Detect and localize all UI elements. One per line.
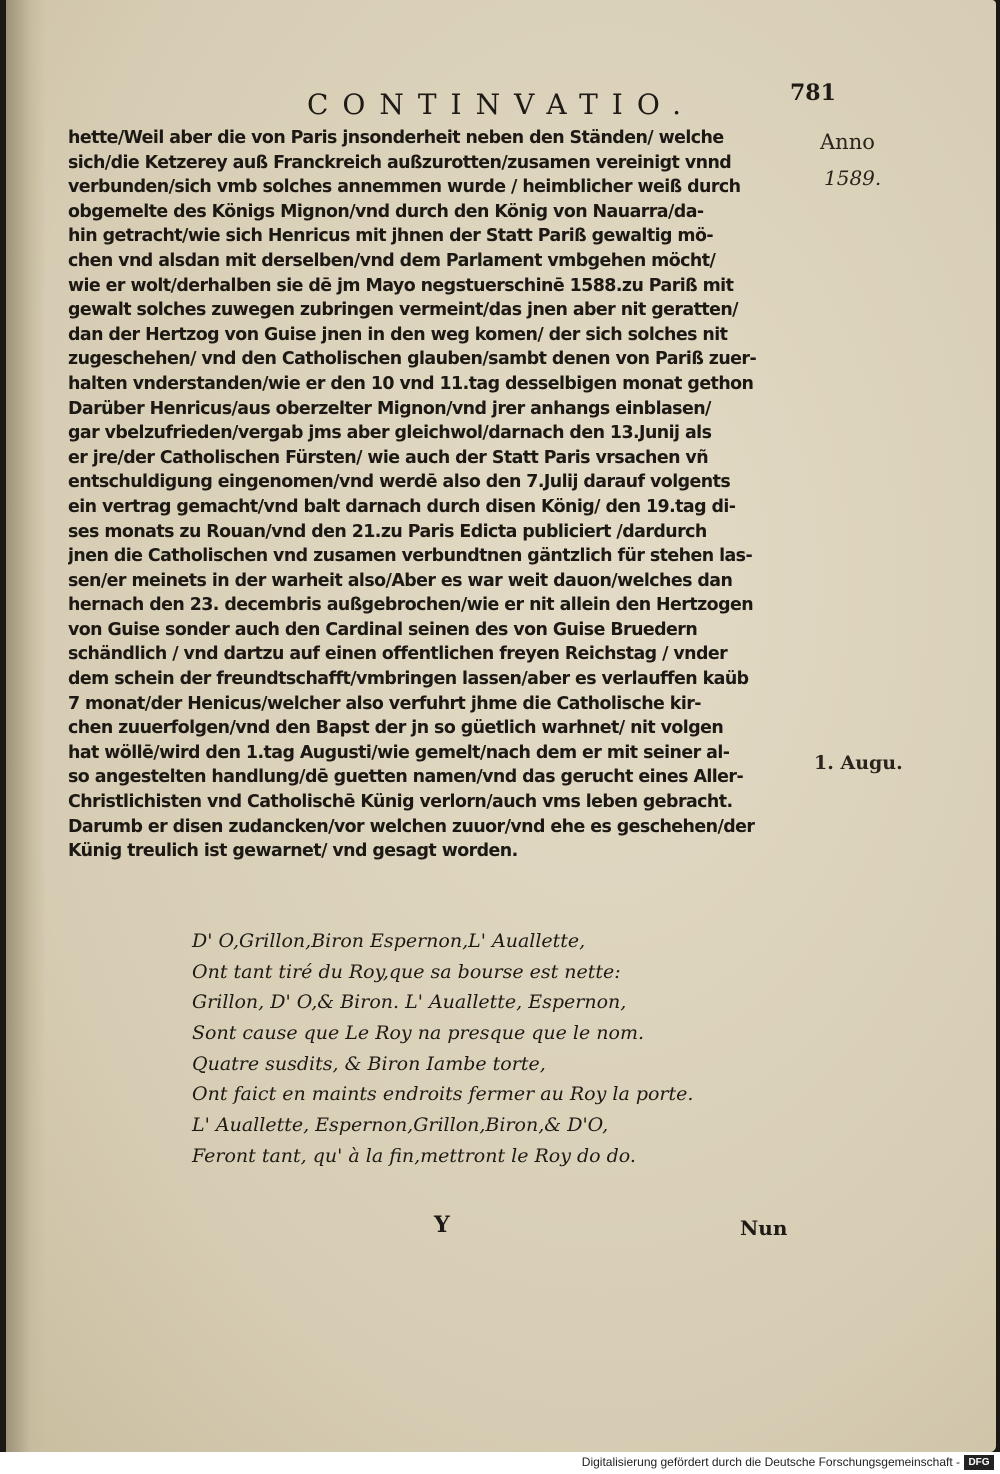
body-line: 7 monat/der Henicus/welcher also verfuhrt jhme die Catholische kir- xyxy=(68,693,701,714)
body-line: sich/die Ketzerey auß Franckreich außzurotten/zusamen vereinigt vnnd xyxy=(68,152,732,173)
body-line: hette/Weil aber die von Paris jnsonderheit neben den Ständen/ welche xyxy=(68,128,724,148)
margin-note-anno: Anno xyxy=(820,130,875,154)
poem-verse: Quatre susdits, & Biron Iambe torte, xyxy=(192,1052,546,1075)
body-line: hat wöllē/wird den 1.tag Augusti/wie gemelt/nach dem er mit seiner al- xyxy=(68,742,730,763)
signature-mark: Y xyxy=(434,1212,450,1238)
body-line: Christlichisten vnd Catholischē Künig verlorn/auch vms leben gebracht. xyxy=(68,792,733,813)
body-line: Künig treulich ist gewarnet/ vnd gesagt worden. xyxy=(68,841,518,862)
body-text-block xyxy=(68,126,810,864)
body-line: gar vbelzufrieden/vergab jms aber gleichwol/darnach den 13.Junij als xyxy=(68,423,712,444)
digitization-footer xyxy=(0,1452,1000,1474)
poem-verse: Ont faict en maints endroits fermer au Roy la porte. xyxy=(192,1083,694,1106)
poem-verse: Sont cause que Le Roy na presque que le nom. xyxy=(192,1022,645,1045)
poem-verse: Grillon, D' O,& Biron. L' Auallette, Espernon, xyxy=(192,991,627,1014)
body-line: entschuldigung eingenomen/vnd werdē also den 7.Julij darauf volgents xyxy=(68,472,731,493)
body-line: ein vertrag gemacht/vnd balt darnach durch disen König/ den 19.tag di- xyxy=(68,496,736,517)
footer-text: Digitalisierung gefördert durch die Deutsche Forschungsgemeinschaft - xyxy=(581,1455,960,1469)
catchword: Nun xyxy=(740,1216,788,1240)
body-line: hin getracht/wie sich Henricus mit jhnen der Statt Pariß gewaltig mö- xyxy=(68,226,714,247)
body-line: von Guise sonder auch den Cardinal seinen des von Guise Bruedern xyxy=(68,619,698,640)
body-line: zugeschehen/ vnd den Catholischen glauben/sambt denen von Pariß zuer- xyxy=(68,349,757,370)
body-line: Darumb er disen zudancken/vor welchen zuuor/vnd ehe es geschehen/der xyxy=(68,816,755,837)
body-line: obgemelte des Königs Mignon/vnd durch den König von Nauarra/da- xyxy=(68,201,704,222)
body-line: verbunden/sich vmb solches annemmen wurde / heimblicher weiß durch xyxy=(68,177,741,198)
body-line: schändlich / vnd dartzu auf einen offentlichen freyen Reichstag / vnder xyxy=(68,644,728,665)
body-line: sen/er meinets in der warheit also/Aber es war weit dauon/welches dan xyxy=(68,570,733,591)
running-head: CONTINVATIO. xyxy=(306,88,696,121)
poem-verse: Feront tant, qu' à la fin,mettront le Roy do do. xyxy=(192,1144,636,1167)
body-line: gewalt solches zuwegen zubringen vermeint/das jnen aber nit geratten/ xyxy=(68,300,738,321)
body-line: so angestelten handlung/dē guetten namen/vnd das gerucht eines Aller- xyxy=(68,767,744,788)
book-page xyxy=(6,0,996,1452)
body-line: dem schein der freundtschafft/vmbringen lassen/aber es verlauffen kaüb xyxy=(68,669,749,690)
french-poem xyxy=(192,926,692,1172)
poem-verse: D' O,Grillon,Biron Espernon,L' Auallette, xyxy=(192,930,586,952)
body-line: Darüber Henricus/aus oberzelter Mignon/vnd jrer anhangs einblasen/ xyxy=(68,398,711,419)
dfg-logo: DFG xyxy=(964,1455,994,1470)
body-line: dan der Hertzog von Guise jnen in den weg komen/ der sich solches nit xyxy=(68,324,728,345)
body-line: halten vnderstanden/wie er den 10 vnd 11.tag desselbigen monat gethon xyxy=(68,373,754,394)
body-line: chen vnd alsdan mit derselben/vnd dem Parlament vmbgehen möcht/ xyxy=(68,250,716,271)
body-line: hernach den 23. decembris außgebrochen/wie er nit allein den Hertzogen xyxy=(68,595,754,616)
body-line: er jre/der Catholischen Fürsten/ wie auch der Statt Paris vrsachen vñ xyxy=(68,447,709,468)
margin-note-august: 1. Augu. xyxy=(814,752,903,774)
poem-verse: L' Auallette, Espernon,Grillon,Biron,& D'O, xyxy=(192,1114,609,1137)
body-line: chen zuuerfolgen/vnd den Bapst der jn so güetlich warhnet/ nit volgen xyxy=(68,718,724,739)
poem-verse: Ont tant tiré du Roy,que sa bourse est nette: xyxy=(192,960,621,983)
margin-note-year: 1589. xyxy=(824,166,882,190)
page-gutter-shadow xyxy=(6,0,46,1452)
body-line: wie er wolt/derhalben sie dē jm Mayo negstuerschinē 1588.zu Pariß mit xyxy=(68,275,734,296)
body-line: jnen die Catholischen vnd zusamen verbundtnen gäntzlich für stehen las- xyxy=(68,546,753,567)
body-line: ses monats zu Rouan/vnd den 21.zu Paris Edicta publiciert /dardurch xyxy=(68,521,707,542)
page-number: 781 xyxy=(790,80,836,106)
